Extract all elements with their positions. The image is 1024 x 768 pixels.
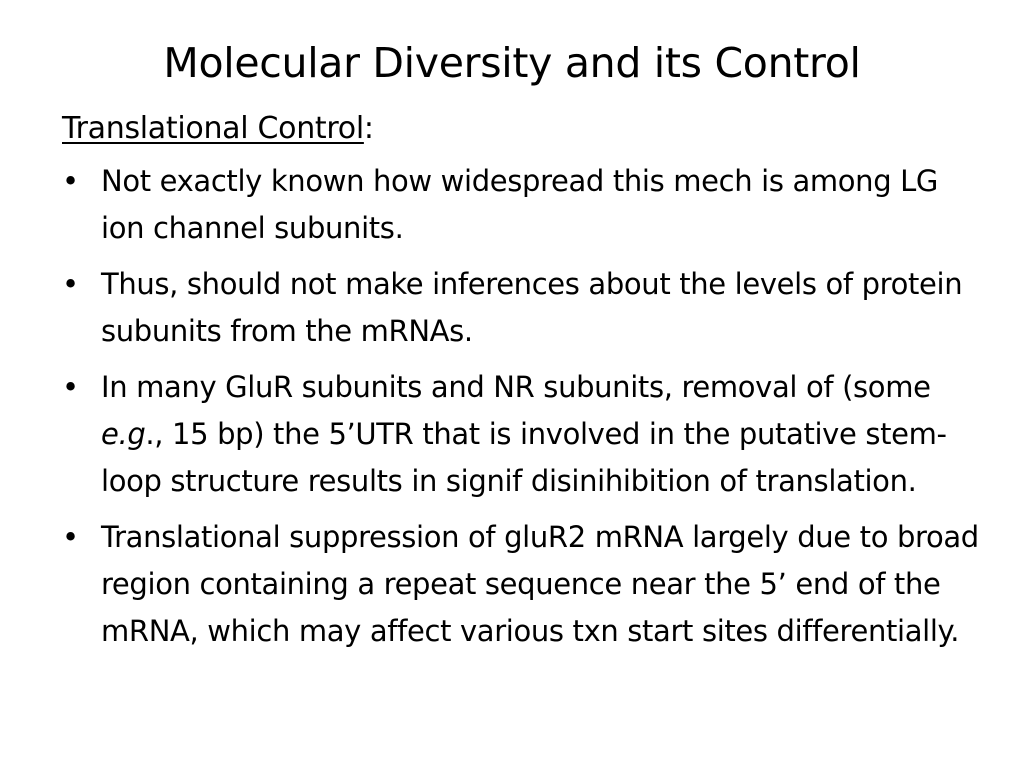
bullet-text: Not exactly known how widespread this mech is among LG ion channel subunits. [101, 164, 939, 245]
bullet-item [62, 514, 982, 655]
bullet-text-part: In many GluR subunits and NR subunits, removal of (some [101, 370, 931, 404]
bullet-text: Thus, should not make inferences about the levels of protein subunits from the mRNAs. [101, 267, 963, 348]
bullet-list [62, 158, 982, 655]
subheading-label: Translational Control [62, 111, 364, 146]
bullet-item [62, 158, 982, 252]
bullet-text: Translational suppression of gluR2 mRNA largely due to broad region containing a repeat sequence near the 5’ end of the mRNA, which may affect various txn start sites differentially. [101, 520, 979, 648]
bullet-item [62, 364, 982, 505]
bullet-icon: • [62, 520, 79, 554]
bullet-icon: • [62, 164, 79, 198]
slide-title: Molecular Diversity and its Control [163, 39, 861, 87]
section-subheading [62, 106, 982, 152]
bullet-icon: • [62, 370, 79, 404]
bullet-item [62, 261, 982, 355]
bullet-icon: • [62, 267, 79, 301]
subheading-colon: : [363, 111, 374, 146]
slide-content [62, 106, 982, 664]
bullet-text-italic: e.g [101, 417, 146, 451]
bullet-text [101, 364, 982, 505]
bullet-text-part: ., 15 bp) the 5’UTR that is involved in the putative stem-loop structure results in signif disinihibition of translation. [101, 417, 947, 498]
